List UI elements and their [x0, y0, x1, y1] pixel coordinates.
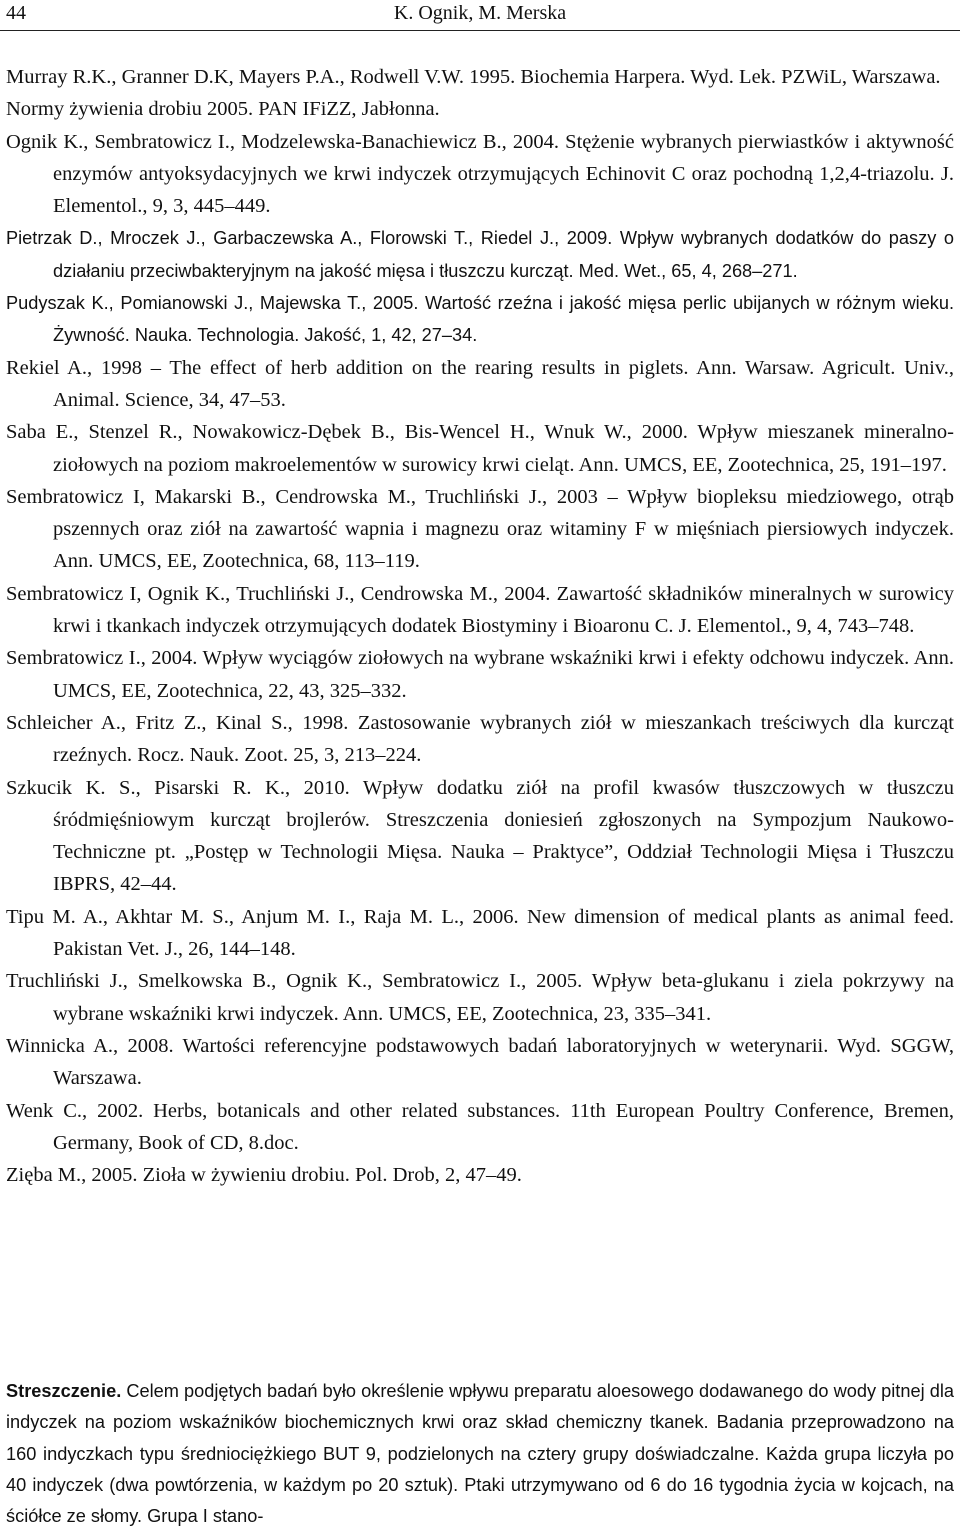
reference-entry: Pudyszak K., Pomianowski J., Majewska T., 2005. Wartość rzeźna i jakość mięsa perlic ubijanych w różnym wieku. Żywność. Nauka. Technologia. Jakość, 1, 42, 27–34. — [6, 293, 954, 346]
reference-entry: Truchliński J., Smelkowska B., Ognik K., Sembratowicz I., 2005. Wpływ beta-glukanu i ziela pokrzywy na wybrane wskaźniki krwi indyczek. Ann. UMCS, EE, Zootechnica, 23, 335–341. — [6, 970, 954, 1025]
reference-entry: Saba E., Stenzel R., Nowakowicz-Dębek B., Bis-Wencel H., Wnuk W., 2000. Wpływ mieszanek mineralno-ziołowych na poziom makroelementów w surowicy krwi cieląt. Ann. UMCS, EE, Zootechnica, 25, 191–197. — [6, 421, 954, 476]
reference-entry: Sembratowicz I., 2004. Wpływ wyciągów ziołowych na wybrane wskaźniki krwi i efekty odchowu indyczek. Ann. UMCS, EE, Zootechnica, 22, 43, 325–332. — [6, 647, 954, 702]
reference-entry: Winnicka A., 2008. Wartości referencyjne podstawowych badań laboratoryjnych w weterynarii. Wyd. SGGW, Warszawa. — [6, 1034, 954, 1090]
page-header — [0, 0, 960, 31]
reference-entry: Schleicher A., Fritz Z., Kinal S., 1998. Zastosowanie wybranych ziół w mieszankach treściwych dla kurcząt rzeźnych. Rocz. Nauk. Zoot. 25, 3, 213–224. — [6, 711, 954, 767]
reference-entry: Normy żywienia drobiu 2005. PAN IFiZZ, Jabłonna. — [6, 98, 440, 121]
reference-entry: Szkucik K. S., Pisarski R. K., 2010. Wpływ dodatku ziół na profil kwasów tłuszczowych w tłuszczu śródmięśniowym kurcząt brojlerów. Streszczenia doniesień zgłoszonych na Sympozjum Naukowo-Techniczne pt. „Postęp w Technologii Mięsa. Nauka – Praktyce”, Oddział Technologii Mięsa i Tłuszczu IBPRS, 42–44. — [6, 776, 954, 896]
reference-entry: Murray R.K., Granner D.K, Mayers P.A., Rodwell V.W. 1995. Biochemia Harpera. Wyd. Lek. PZWiL, Warszawa. — [6, 66, 941, 88]
reference-entry: Rekiel A., 1998 – The effect of herb addition on the rearing results in piglets. Ann. Warsaw. Agricult. Univ., Animal. Science, 34, 47–53. — [6, 356, 954, 411]
reference-list — [6, 61, 954, 1191]
reference-entry: Zięba M., 2005. Zioła w żywieniu drobiu. Pol. Drob, 2, 47–49. — [6, 1164, 522, 1187]
abstract-label: Streszczenie. — [6, 1381, 122, 1401]
abstract — [6, 1376, 954, 1532]
reference-entry: Sembratowicz I, Makarski B., Cendrowska M., Truchliński J., 2003 – Wpływ biopleksu miedziowego, otrąb pszennych oraz ziół na zawartość wapnia i magnezu oraz witaminy F w mięśniach piersiowych indyczek. Ann. UMCS, EE, Zootechnica, 68, 113–119. — [6, 485, 954, 573]
page-number: 44 — [6, 2, 26, 24]
reference-entry: Pietrzak D., Mroczek J., Garbaczewska A., Florowski T., Riedel J., 2009. Wpływ wybranych dodatków do paszy o działaniu przeciwbakteryjnym na jakość mięsa i tłuszczu kurcząt. Med. Wet., 65, 4, 268–271. — [6, 228, 954, 281]
running-title: K. Ognik, M. Merska — [393, 2, 567, 24]
reference-entry: Ognik K., Sembratowicz I., Modzelewska-Banachiewicz B., 2004. Stężenie wybranych pierwiastków i aktywność enzymów antyoksydacyjnych we krwi indyczek otrzymujących Echinovit C oraz pochodną 1,2,4-triazolu. J. Elementol., 9, 3, 445–449. — [6, 130, 954, 218]
reference-entry: Wenk C., 2002. Herbs, botanicals and other related substances. 11th European Poultry Conference, Bremen, Germany, Book of CD, 8.doc. — [6, 1099, 954, 1154]
reference-entry: Tipu M. A., Akhtar M. S., Anjum M. I., Raja M. L., 2006. New dimension of medical plants as animal feed. Pakistan Vet. J., 26, 144–148. — [6, 905, 954, 961]
abstract-text: Celem podjętych badań było określenie wpływu preparatu aloesowego dodawanego do wody pitnej dla indyczek na poziom wskaźników biochemicznych krwi oraz skład chemiczny tkanek. Badania przeprowadzono na 160 indyczkach typu średniociężkiego BUT 9, podzielonych na cztery grupy doświadczalne. Każda grupa liczyła po 40 indyczek (dwa powtórzenia, w każdym po 20 sztuk). Ptaki utrzymywano od 6 do 16 tygodnia życia w kojcach, na ściółce ze słomy. Grupa I stano- — [6, 1381, 954, 1527]
reference-entry: Sembratowicz I, Ognik K., Truchliński J., Cendrowska M., 2004. Zawartość składników mineralnych w surowicy krwi i tkankach indyczek otrzymujących dodatek Biostyminy i Bioaronu C. J. Elementol., 9, 4, 743–748. — [6, 582, 954, 638]
